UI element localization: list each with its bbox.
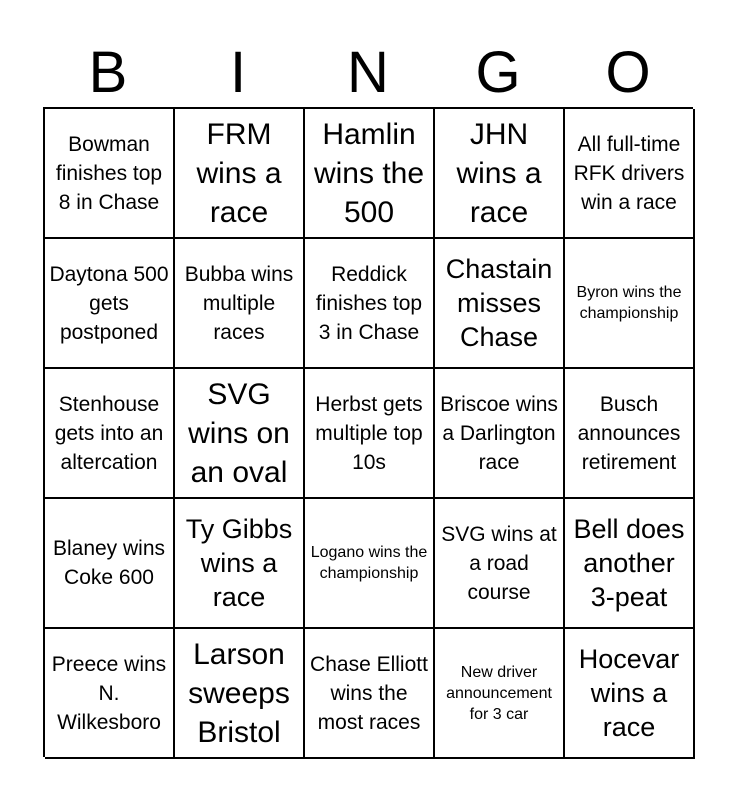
cell-text: Hocevar wins a race xyxy=(578,644,680,742)
bingo-cell-r3c3[interactable] xyxy=(305,369,435,499)
bingo-cell-r2c2[interactable] xyxy=(175,239,305,369)
cell-text: Preece wins N. Wilkesboro xyxy=(51,652,167,734)
bingo-cell-r3c2[interactable] xyxy=(175,369,305,499)
bingo-cell-r5c1[interactable] xyxy=(45,629,175,759)
bingo-cell-r4c3[interactable] xyxy=(305,499,435,629)
bingo-cell-r3c5[interactable] xyxy=(565,369,695,499)
bingo-cell-r3c4[interactable] xyxy=(435,369,565,499)
bingo-cell-r2c4[interactable] xyxy=(435,239,565,369)
cell-text: Herbst gets multiple top 10s xyxy=(315,392,423,474)
bingo-board xyxy=(43,107,693,757)
bingo-cell-r5c4[interactable] xyxy=(435,629,565,759)
cell-text: Ty Gibbs wins a race xyxy=(185,514,293,612)
bingo-cell-r1c1[interactable] xyxy=(45,109,175,239)
cell-text: Byron wins the championship xyxy=(576,284,682,322)
cell-text: FRM wins a race xyxy=(196,117,282,229)
bingo-cell-r4c4[interactable] xyxy=(435,499,565,629)
bingo-cell-r5c2[interactable] xyxy=(175,629,305,759)
header-letter-o: O xyxy=(605,40,651,105)
cell-text: Bowman finishes top 8 in Chase xyxy=(55,132,163,214)
header-letter-n: N xyxy=(347,40,389,105)
bingo-cell-r4c2[interactable] xyxy=(175,499,305,629)
bingo-cell-r3c1[interactable] xyxy=(45,369,175,499)
cell-text: Bell does another 3-peat xyxy=(573,514,685,612)
bingo-cell-r1c3[interactable] xyxy=(305,109,435,239)
cell-text: Logano wins the championship xyxy=(310,544,428,582)
bingo-cell-r4c5[interactable] xyxy=(565,499,695,629)
header-letter-i: I xyxy=(229,40,247,105)
bingo-cell-r1c4[interactable] xyxy=(435,109,565,239)
bingo-cell-r2c1[interactable] xyxy=(45,239,175,369)
cell-text: Bubba wins multiple races xyxy=(184,262,294,344)
cell-text: Briscoe wins a Darlington race xyxy=(440,392,558,474)
bingo-cell-r5c3[interactable] xyxy=(305,629,435,759)
cell-text: New driver announcement for 3 car xyxy=(446,663,552,723)
bingo-cell-r1c2[interactable] xyxy=(175,109,305,239)
header-letter-g: G xyxy=(475,40,521,105)
bingo-cell-r1c5[interactable] xyxy=(565,109,695,239)
bingo-cell-r4c1[interactable] xyxy=(45,499,175,629)
bingo-cell-r2c5[interactable] xyxy=(565,239,695,369)
bingo-cell-r2c3[interactable] xyxy=(305,239,435,369)
bingo-header xyxy=(43,38,693,108)
cell-text: Blaney wins Coke 600 xyxy=(52,537,166,589)
cell-text: SVG wins on an oval xyxy=(188,377,290,489)
cell-text: Busch announces retirement xyxy=(577,392,681,474)
cell-text: Reddick finishes top 3 in Chase xyxy=(315,262,423,344)
cell-text: SVG wins at a road course xyxy=(441,522,557,604)
bingo-cell-r5c5[interactable] xyxy=(565,629,695,759)
cell-text: Chastain misses Chase xyxy=(445,254,553,352)
cell-text: Larson sweeps Bristol xyxy=(188,637,290,749)
cell-text: JHN wins a race xyxy=(456,117,542,229)
cell-text: Hamlin wins the 500 xyxy=(313,117,425,229)
cell-text: Daytona 500 gets postponed xyxy=(49,262,169,344)
cell-text: All full-time RFK drivers win a race xyxy=(573,132,685,214)
cell-text: Chase Elliott wins the most races xyxy=(310,652,428,734)
cell-text: Stenhouse gets into an altercation xyxy=(54,392,164,474)
header-letter-b: B xyxy=(88,40,128,105)
